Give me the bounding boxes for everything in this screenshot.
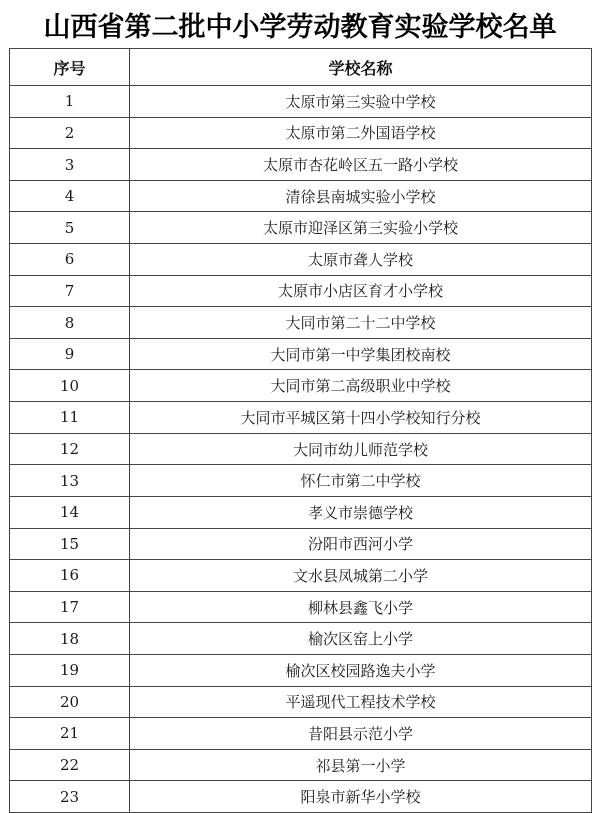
row-index: 14: [10, 496, 130, 528]
row-index: 20: [10, 686, 130, 718]
table-row: [10, 749, 592, 781]
row-school-name: 清徐县南城实验小学校: [130, 180, 592, 212]
row-school-name: 榆次区校园路逸夫小学: [130, 654, 592, 686]
row-index: 8: [10, 307, 130, 339]
table-header-row: [10, 49, 592, 86]
row-index: 4: [10, 180, 130, 212]
table-row: [10, 149, 592, 181]
row-school-name: 大同市平城区第十四小学校知行分校: [130, 402, 592, 434]
row-school-name: 太原市第二外国语学校: [130, 117, 592, 149]
table-row: [10, 212, 592, 244]
table-row: [10, 718, 592, 750]
row-school-name: 大同市第二高级职业中学校: [130, 370, 592, 402]
table-row: [10, 591, 592, 623]
row-school-name: 汾阳市西河小学: [130, 528, 592, 560]
table-row: [10, 180, 592, 212]
row-index: 22: [10, 749, 130, 781]
table-row: [10, 528, 592, 560]
table-row: [10, 275, 592, 307]
row-school-name: 文水县凤城第二小学: [130, 560, 592, 592]
table-row: [10, 86, 592, 118]
row-index: 10: [10, 370, 130, 402]
table-row: [10, 781, 592, 813]
row-index: 11: [10, 402, 130, 434]
row-school-name: 太原市聋人学校: [130, 244, 592, 276]
table-row: [10, 560, 592, 592]
table-row: [10, 307, 592, 339]
row-index: 16: [10, 560, 130, 592]
row-index: 18: [10, 623, 130, 655]
row-school-name: 祁县第一小学: [130, 749, 592, 781]
row-index: 9: [10, 338, 130, 370]
row-index: 13: [10, 465, 130, 497]
row-school-name: 榆次区窑上小学: [130, 623, 592, 655]
row-school-name: 大同市幼儿师范学校: [130, 433, 592, 465]
school-list-table: [9, 48, 592, 813]
column-header-school-name: 学校名称: [130, 49, 592, 86]
row-index: 15: [10, 528, 130, 560]
table-row: [10, 623, 592, 655]
row-school-name: 孝义市崇德学校: [130, 496, 592, 528]
row-school-name: 怀仁市第二中学校: [130, 465, 592, 497]
table-row: [10, 402, 592, 434]
table-row: [10, 654, 592, 686]
row-index: 6: [10, 244, 130, 276]
table-row: [10, 338, 592, 370]
row-index: 21: [10, 718, 130, 750]
row-school-name: 大同市第一中学集团校南校: [130, 338, 592, 370]
row-index: 3: [10, 149, 130, 181]
row-school-name: 昔阳县示范小学: [130, 718, 592, 750]
row-school-name: 太原市杏花岭区五一路小学校: [130, 149, 592, 181]
table-row: [10, 686, 592, 718]
row-index: 12: [10, 433, 130, 465]
row-index: 1: [10, 86, 130, 118]
document-title: 山西省第二批中小学劳动教育实验学校名单: [43, 11, 557, 43]
row-school-name: 柳林县鑫飞小学: [130, 591, 592, 623]
row-index: 7: [10, 275, 130, 307]
table-row: [10, 244, 592, 276]
row-index: 23: [10, 781, 130, 813]
row-school-name: 太原市小店区育才小学校: [130, 275, 592, 307]
row-school-name: 太原市第三实验中学校: [130, 86, 592, 118]
column-header-index: 序号: [10, 49, 130, 86]
table-row: [10, 117, 592, 149]
row-index: 5: [10, 212, 130, 244]
row-index: 19: [10, 654, 130, 686]
row-school-name: 平遥现代工程技术学校: [130, 686, 592, 718]
row-index: 17: [10, 591, 130, 623]
table-row: [10, 465, 592, 497]
row-school-name: 大同市第二十二中学校: [130, 307, 592, 339]
table-row: [10, 370, 592, 402]
row-school-name: 阳泉市新华小学校: [130, 781, 592, 813]
row-school-name: 太原市迎泽区第三实验小学校: [130, 212, 592, 244]
table-row: [10, 496, 592, 528]
row-index: 2: [10, 117, 130, 149]
table-row: [10, 433, 592, 465]
